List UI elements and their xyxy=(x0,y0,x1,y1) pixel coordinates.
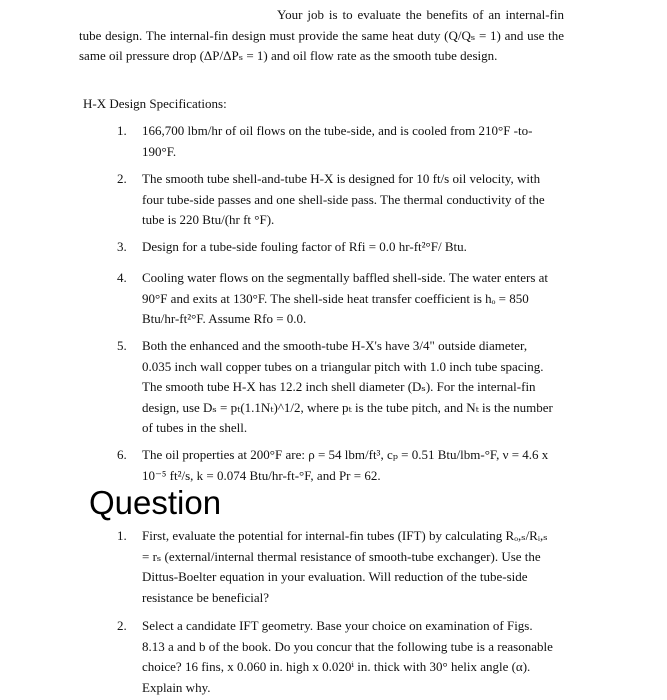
question-item xyxy=(117,526,557,608)
question-heading: Question xyxy=(89,484,222,521)
spec-item xyxy=(117,121,557,162)
spec-number: 3. xyxy=(117,239,127,254)
spec-item xyxy=(117,268,557,330)
spec-item xyxy=(117,237,557,258)
spec-number: 1. xyxy=(117,123,127,138)
spec-item xyxy=(117,336,557,439)
spec-text: The oil properties at 200°F are: ρ = 54 lbm/ft³, cₚ = 0.51 Btu/lbm-°F, ν = 4.6 x 10⁻⁵ ft²/s, k = 0.074 Btu/hr-ft-°F, and Pr = 62. xyxy=(142,447,549,483)
spec-number: 5. xyxy=(117,338,127,353)
spec-number: 2. xyxy=(117,171,127,186)
spec-text: Design for a tube-side fouling factor of Rfi = 0.0 hr-ft²°F/ Btu. xyxy=(142,239,467,254)
spec-text: 166,700 lbm/hr of oil flows on the tube-side, and is cooled from 210°F -to- 190°F. xyxy=(142,123,533,159)
spec-text: Cooling water flows on the segmentally baffled shell-side. The water enters at 90°F and exits at 130°F. The shell-side heat transfer coefficient is hₒ = 850 Btu/hr-ft²°F. Assume Rfo = 0.0. xyxy=(142,270,549,326)
question-number: 2. xyxy=(117,618,127,633)
question-text: Select a candidate IFT geometry. Base your choice on examination of Figs. 8.13 a and b of the book. Do you concur that the following tube is a reasonable choice? 16 fins, x 0.060 in. high x 0.020ⁱ in. thick with 30° helix angle (α). Explain why. xyxy=(142,618,553,695)
spec-heading: H-X Design Specifications: xyxy=(83,96,227,111)
intro-paragraph: Your job is to evaluate the benefits of an internal-fin tube design. The internal-fin design must provide the same heat duty (Q/Qₛ = 1) and use the same oil pressure drop (ΔP/ΔPₛ = 1) and oil flow rate as the smooth tube design. xyxy=(79,7,564,63)
question-text: First, evaluate the potential for internal-fin tubes (IFT) by calculating Rₒ,ₛ/Rᵢ,ₛ = rₛ (external/internal thermal resistance of smooth-tube exchanger). Use the Dittus-Boelter equation in your evaluation. Will reduction of the tube-side resistance be beneficial? xyxy=(142,528,548,605)
spec-text: Both the enhanced and the smooth-tube H-X's have 3/4" outside diameter, 0.035 inch wall copper tubes on a triangular pitch with 1.0 inch tube spacing. The smooth tube H-X has 12.2 inch shell diameter (Dₛ). For the internal-fin design, use Dₛ = pₜ(1.1Nₜ)^1/2, where pₜ is the tube pitch, and Nₜ is the number of tubes in the shell. xyxy=(142,338,553,435)
question-number: 1. xyxy=(117,528,127,543)
spec-item xyxy=(117,169,557,231)
spec-text: The smooth tube shell-and-tube H-X is designed for 10 ft/s oil velocity, with four tube-side passes and one shell-side pass. The thermal conductivity of the tube is 220 Btu/(hr ft °F). xyxy=(142,171,545,227)
spec-number: 6. xyxy=(117,447,127,462)
spec-item xyxy=(117,445,557,486)
spec-number: 4. xyxy=(117,270,127,285)
question-item xyxy=(117,616,557,698)
